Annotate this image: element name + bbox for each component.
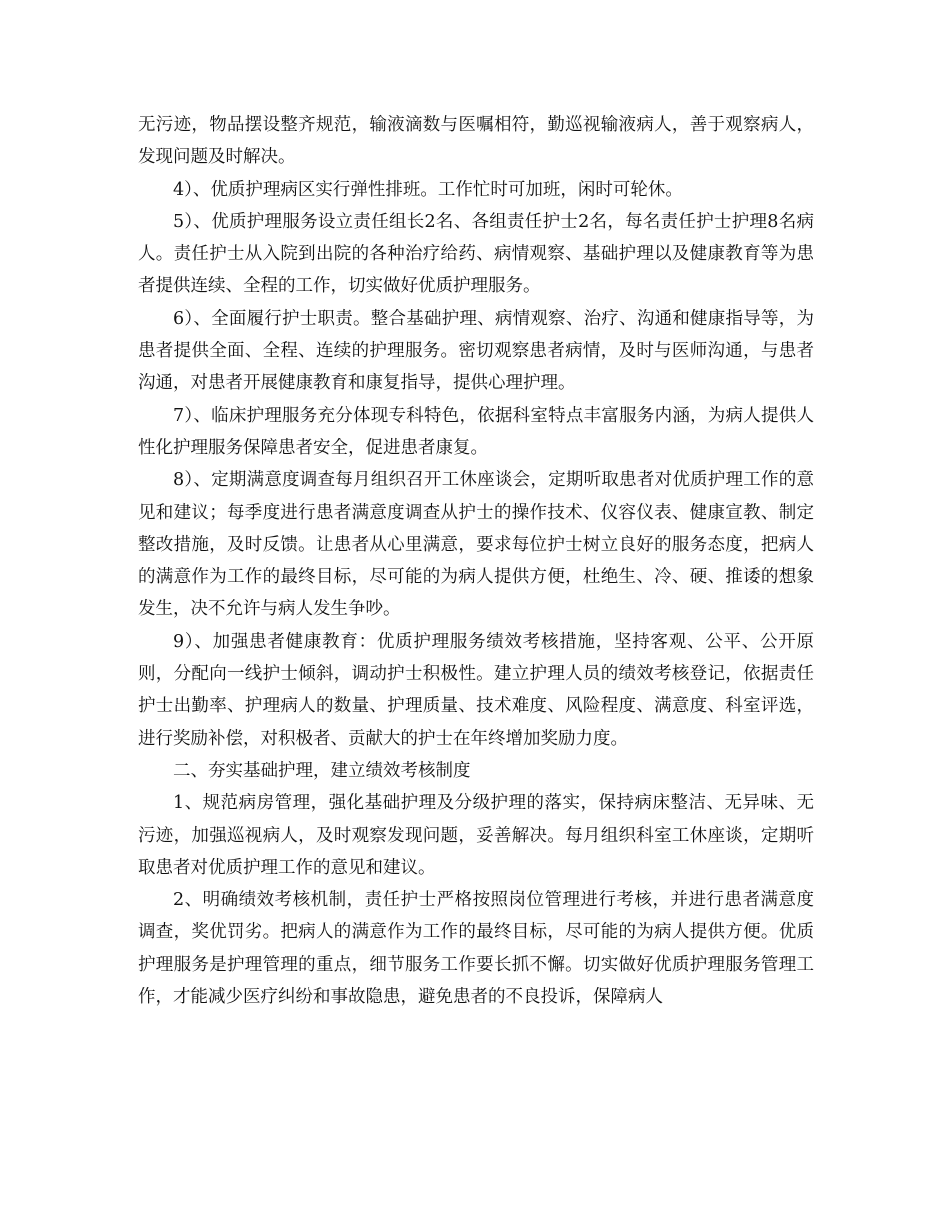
paragraph-section2-item-1: 1、规范病房管理，强化基础护理及分级护理的落实，保持病床整洁、无异味、无污迹，加强巡视病人，及时观察发现问题，妥善解决。每月组织科室工休座谈，定期听取患者对优质护理工作的意见和建议。 (138, 793, 814, 878)
paragraph-item-8: 8）、定期满意度调查每月组织召开工休座谈会，定期听取患者对优质护理工作的意见和建议；每季度进行患者满意度调查从护士的操作技术、仪容仪表、健康宣教、制定整改措施，及时反馈。让患者从心里满意，要求每位护士树立良好的服务态度，把病人的满意作为工作的最终目标，尽可能的为病人提供方便，杜绝生、冷、硬、推诿的想象发生，决不允许与病人发生争吵。 (138, 470, 814, 620)
paragraph-item-4: 4）、优质护理病区实行弹性排班。工作忙时可加班，闲时可轮休。 (173, 179, 683, 200)
paragraph-item-6: 6）、全面履行护士职责。整合基础护理、病情观察、治疗、沟通和健康指导等，为患者提供全面、全程、连续的护理服务。密切观察患者病情，及时与医师沟通，与患者沟通，对患者开展健康教育和康复指导，提供心理护理。 (138, 308, 814, 394)
document-body (138, 109, 814, 1013)
paragraph-item-9: 9）、加强患者健康教育：优质护理服务绩效考核措施，坚持客观、公平、公开原则，分配向一线护士倾斜，调动护士积极性。建立护理人员的绩效考核登记，依据责任护士出勤率、护理病人的数量、护理质量、技术难度、风险程度、满意度、科室评选，进行奖励补偿，对积极者、贡献大的护士在年终增加奖励力度。 (138, 631, 814, 749)
section-heading-2: 二、夯实基础护理，建立绩效考核制度 (173, 760, 471, 781)
paragraph-continuation: 无污迹，物品摆设整齐规范，输液滴数与医嘱相符，勤巡视输液病人，善于观察病人，发现问题及时解决。 (138, 115, 814, 168)
paragraph-item-5: 5）、优质护理服务设立责任组长2名、各组责任护士2名，每名责任护士护理8名病人。责任护士从入院到出院的各种治疗给药、病情观察、基础护理以及健康教育等为患者提供连续、全程的工作，切实做好优质护理服务。 (138, 211, 814, 297)
paragraph-section2-item-2: 2、明确绩效考核机制，责任护士严格按照岗位管理进行考核，并进行患者满意度调查，奖优罚劣。把病人的满意作为工作的最终目标，尽可能的为病人提供方便。优质护理服务是护理管理的重点，细节服务工作要长抓不懈。切实做好优质护理服务管理工作，才能减少医疗纠纷和事故隐患，避免患者的不良投诉，保障病人 (138, 890, 814, 1008)
paragraph-item-7: 7）、临床护理服务充分体现专科特色，依据科室特点丰富服务内涵，为病人提供人性化护理服务保障患者安全，促进患者康复。 (138, 405, 814, 458)
